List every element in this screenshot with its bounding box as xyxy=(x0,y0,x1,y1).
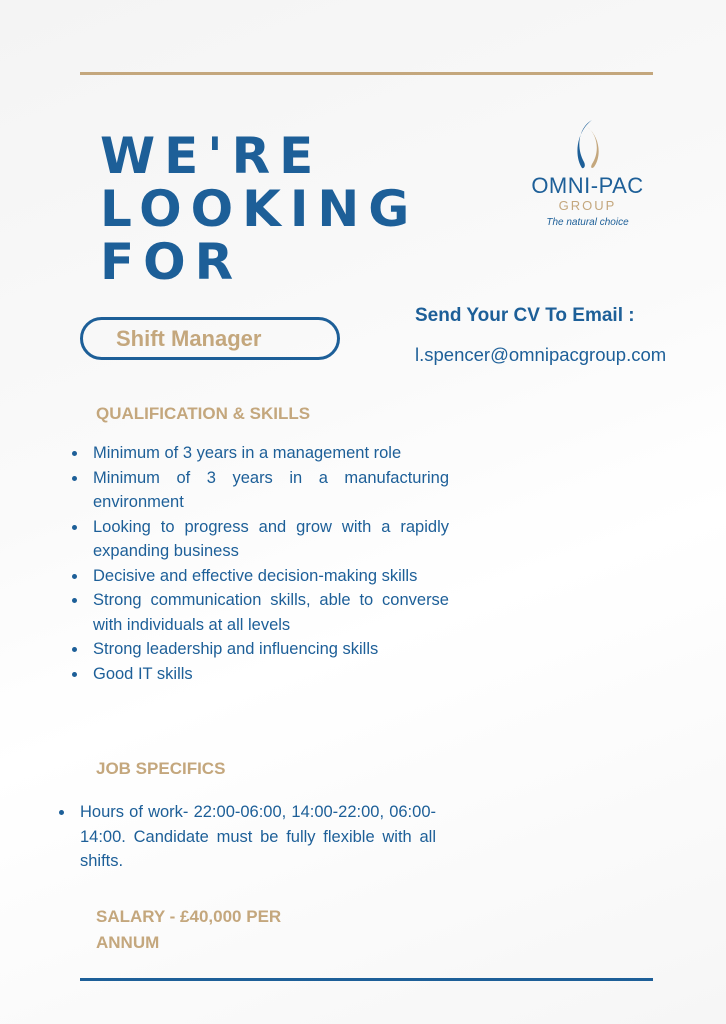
headline xyxy=(100,127,419,291)
list-item: Good IT skills xyxy=(93,662,449,687)
email-link[interactable]: l.spencer@omnipacgroup.com xyxy=(415,344,667,365)
salary xyxy=(96,904,281,956)
headline-line-1: WE'RE xyxy=(100,127,323,185)
position-badge: Shift Manager xyxy=(80,317,340,360)
logo-name: OMNI-PAC xyxy=(531,173,644,198)
list-item: Hours of work- 22:00-06:00, 14:00-22:00, 06:00-14:00. Candidate must be fully flexible with all shifts. xyxy=(80,800,436,874)
top-divider xyxy=(80,72,653,75)
logo-tagline: The natural choice xyxy=(546,217,629,228)
headline-line-2: LOOKING xyxy=(100,180,419,238)
list-item: Strong leadership and influencing skills xyxy=(93,637,449,662)
headline-line-3: FOR xyxy=(100,233,243,291)
cv-label: Send Your CV To Email : xyxy=(415,305,635,326)
job-specifics-heading: JOB SPECIFICS xyxy=(96,759,226,778)
logo-sub: GROUP xyxy=(558,198,617,213)
list-item: Strong communication skills, able to converse with individuals at all levels xyxy=(93,588,449,637)
list-item: Minimum of 3 years in a manufacturing environment xyxy=(93,466,449,515)
list-item: Looking to progress and grow with a rapidly expanding business xyxy=(93,515,449,564)
bottom-divider xyxy=(80,978,653,981)
qualifications-heading: QUALIFICATION & SKILLS xyxy=(96,404,311,423)
company-logo xyxy=(505,118,670,238)
salary-line-1: SALARY - £40,000 PER xyxy=(96,907,282,926)
salary-line-2: ANNUM xyxy=(96,933,160,952)
job-specifics-list xyxy=(80,800,436,874)
omni-pac-swirl-icon xyxy=(572,118,604,170)
qualifications-list xyxy=(93,441,449,686)
list-item: Minimum of 3 years in a management role xyxy=(93,441,449,466)
list-item: Decisive and effective decision-making skills xyxy=(93,564,449,589)
